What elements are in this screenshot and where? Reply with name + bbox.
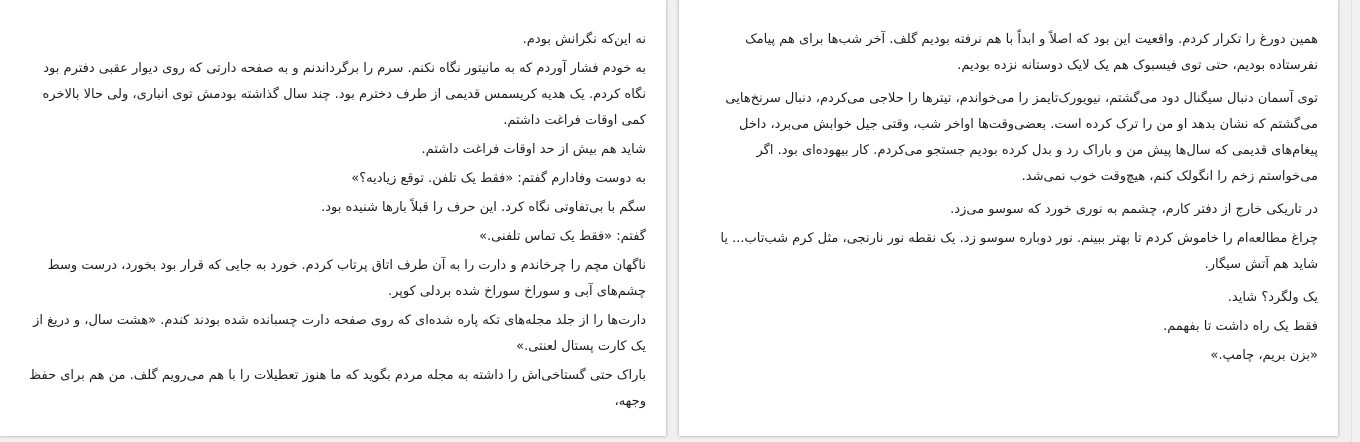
paragraph: باراک حتی گستاخی‌اش را داشته به مجله مردم بگوید که ما هنوز تعطیلات را با هم می‌رویم گلف. من هم برای حفظ وجهه، xyxy=(29,368,646,409)
page-text-right xyxy=(695,27,1318,369)
paragraph: توی آسمان دنبال سیگنال دود می‌گشتم، نیویورک‌تایمز را می‌خواندم، تیترها را حلاجی می‌کردم، دنبال سرنخ‌هایی می‌گشتم که نشان بدهد او من را ترک کرده است. بعضی‌وقت‌ها اواخر شب، وقتی جیل خوابش می‌برد، داخل پیغام‌های قدیمی که سال‌ها پیش من و باراک رد و بدل کرده بودیم جستجو می‌کردم. کار بیهوده‌ای بود. اگر می‌خواستم زخم را انگولک کنم، هیچ‌وقت خوب نمی‌شد. xyxy=(725,91,1318,184)
paragraph: فقط یک راه داشت تا بفهمم. xyxy=(1163,319,1318,334)
paragraph: شاید هم بیش از حد اوقات فراغت داشتم. xyxy=(421,142,646,157)
paragraph: به دوست وفادارم گفتم: «فقط یک تلفن. توقع زیادیه؟» xyxy=(351,171,646,186)
paragraph: نه این‌که نگرانش بودم. xyxy=(522,32,646,47)
paragraph: دارت‌ها را از جلد مجله‌های تکه پاره شده‌ای که روی صفحه دارت چسبانده شده بودند کندم. «هشت سال، و دریغ از یک کارت پستال لعنتی.» xyxy=(33,313,646,354)
paragraph: یک ولگرد؟ شاید. xyxy=(1227,290,1318,305)
paragraph: ناگهان مچم را چرخاندم و دارت را به آن طرف اتاق پرتاب کردم. خورد به جایی که قرار بود بخورد، درست وسط چشم‌های آبی و سوراخ سوراخ شده بردلی کوپر. xyxy=(47,258,646,299)
paragraph: گفتم: «فقط یک تماس تلفنی.» xyxy=(479,229,646,244)
paragraph: چراغ مطالعه‌ام را خاموش کردم تا بهتر ببینم. نور دوباره سوسو زد. یک نقطه نور نارنجی، مثل کرم شب‌تاب... یا شاید هم آتش سیگار. xyxy=(720,231,1318,272)
paragraph: در تاریکی خارج از دفتر کارم، چشمم به نوری خورد که سوسو می‌زد. xyxy=(950,202,1318,217)
vertical-scrollbar[interactable] xyxy=(1346,0,1360,442)
paragraph: «بزن بریم، چامپ.» xyxy=(1210,348,1318,363)
paragraph: سگم با بی‌تفاوتی نگاه کرد. این حرف را قبلاً بارها شنیده بود. xyxy=(321,200,646,215)
paragraph: همین دورغ را تکرار کردم. واقعیت این بود که اصلاً و ابداً با هم نرفته بودیم گلف. آخر شب‌ها برای هم پیامک نفرستاده بودیم، حتی توی فیسبوک هم یک لایک دوستانه نزده بودیم. xyxy=(745,32,1318,73)
page-text-left xyxy=(20,27,646,415)
document-page-left xyxy=(0,0,666,436)
scrollbar-track xyxy=(1351,0,1352,442)
paragraph: به خودم فشار آوردم که به مانیتور نگاه نکنم. سرم را برگرداندنم و به صفحه دارتی که روی دیوار عقبی دفترم بود نگاه کردم. یک هدیه کریسمس قدیمی از طرف دخترم بود. چند سال گذاشته بودمش توی انباری، ولی حالا بالاخره کمی اوقات فراغت داشتم. xyxy=(42,61,646,128)
document-page-right xyxy=(679,0,1338,436)
